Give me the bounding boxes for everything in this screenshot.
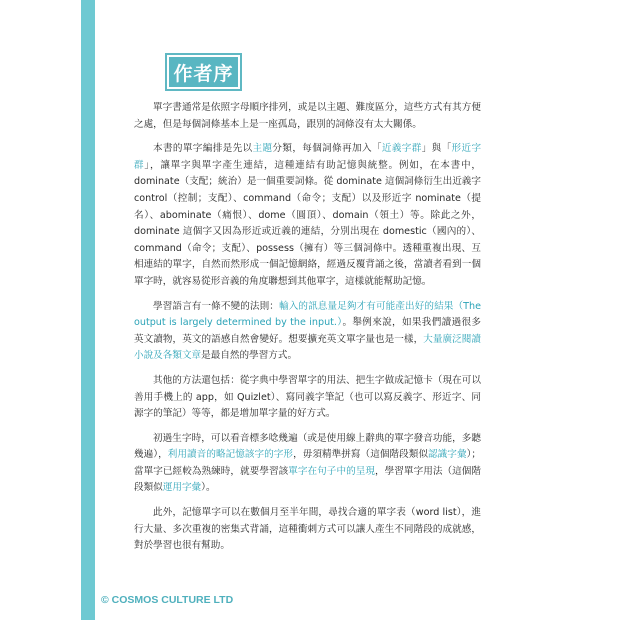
highlight-text: 單字在句子中的呈現 xyxy=(288,465,376,477)
body-text: 初過生字時，可以看音標多唸幾遍（或是使用線上辭典的單字發音功能，多聽幾遍）， xyxy=(134,432,481,461)
body-text: 單字書通常是依照字母順序排列，或是以主題、難度區分，這些方式有其方便之處，但是每個詞條基本上是一座孤島，跟別的詞條沒有太大關係。 xyxy=(134,102,481,130)
highlight-text: 主題 xyxy=(252,143,273,155)
paragraph-5 xyxy=(134,431,481,497)
highlight-text: 認識字彙 xyxy=(428,449,467,461)
paragraph-2 xyxy=(134,141,481,290)
highlight-text: 利用讀音的略記憶該字的字形 xyxy=(167,449,294,461)
highlight-text: 輸入的訊息量足夠才有可能產出好的結果（The output is largely determined by the input.） xyxy=(134,300,482,329)
title-box xyxy=(165,53,242,91)
body-text: ）；當單字已經較為熟練時，就要學習該 xyxy=(134,449,482,477)
body-text: 」，讓單字與單字產生連結，這種連結有助記憶與統整。例如，在本書中，dominate（支配；統治）是一個重要詞條。從 dominate 這個詞條衍生出近義字 control（控制；支配）、command（命令；支配）以及形近字 nominate（提名）、abominate（痛恨）、dome（圓頂）、domain（領土）等。除此之外，dominate 這個字又因為形近或近義的連結，分別出現在 domestic（國內的）、command（命令；支配）、possess（擁有）等三個詞條中。透種重複出現、互相連結的單字，自然而然形成一個記憶網絡，經過反覆背誦之後，當讀者看到一個單字時，就容易從形音義的角度聯想到其他單字，這樣就能幫助記憶。 xyxy=(134,159,482,287)
body-text: 。舉例來說，如果我們讀過很多英文讀物，英文的語感自然會變好。想要擴充英文單字量也是一樣， xyxy=(134,317,482,345)
body-text: ，學習單字用法（這個階段類似 xyxy=(134,465,482,494)
paragraph-3 xyxy=(134,299,481,365)
highlight-text: 大量廣泛閱讀小說及各類文章 xyxy=(134,333,482,362)
page-title: 作者序 xyxy=(169,57,238,87)
preface-body xyxy=(134,100,481,555)
body-text: 」與「 xyxy=(421,143,452,155)
highlight-text: 運用字彙 xyxy=(162,482,202,494)
body-text: 本書的單字編排是先以 xyxy=(153,143,253,155)
body-text: ，毋須精準拼寫（這個階段類似 xyxy=(293,449,429,461)
copyright-footer: © COSMOS CULTURE LTD xyxy=(101,594,234,606)
body-text: 學習語言有一條不變的法則： xyxy=(153,300,280,312)
body-text: 分類，每個詞條再加入「 xyxy=(272,143,382,155)
highlight-text: 近義字群 xyxy=(381,143,422,155)
paragraph-1 xyxy=(134,100,481,133)
side-accent-bar xyxy=(81,0,95,620)
paragraph-6 xyxy=(134,505,481,555)
body-text: 其他的方法還包括：從字典中學習單字的用法、把生字做成記憶卡（現在可以善用手機上的 app，如 Quizlet）、寫同義字筆記（也可以寫反義字、形近字、同源字的筆記）等等，都是增加單字量的好方式。 xyxy=(134,374,481,420)
body-text: ）。 xyxy=(201,482,216,494)
body-text: 是最自然的學習方式。 xyxy=(201,350,298,362)
highlight-text: 形近字群 xyxy=(134,143,482,171)
paragraph-4 xyxy=(134,373,481,423)
body-text: 此外，記憶單字可以在數個月至半年間，尋找合適的單字表（word list），進行大量、多次重複的密集式背誦，這種衝刺方式可以讓人產生不同階段的成就感，對於學習也很有幫助。 xyxy=(134,507,481,552)
